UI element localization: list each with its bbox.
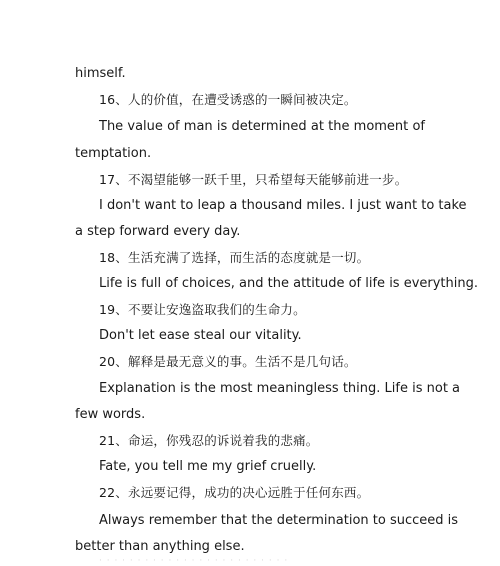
quote-heading-20: 20、解释是最无意义的事。生活不是几句话。 [99,354,357,369]
faint-watermark: · · · · · · · · · · · · · · · · · · · · · · · · · [99,556,289,566]
text-line: Fate, you tell me my grief cruelly. [99,459,317,474]
text-line: better than anything else. [75,539,245,554]
text-line: a step forward every day. [75,224,241,239]
quote-heading-17: 17、不渴望能够一跃千里，只希望每天能够前进一步。 [99,172,408,187]
text-line: few words. [75,407,146,422]
text-line: Always remember that the determination to succeed is [99,513,459,528]
text-line: himself. [75,66,126,81]
quote-heading-18: 18、生活充满了选择，而生活的态度就是一切。 [99,250,370,265]
quote-heading-22: 22、永远要记得，成功的决心远胜于任何东西。 [99,485,370,500]
text-line: temptation. [75,146,152,161]
quote-heading-19: 19、不要让安逸盗取我们的生命力。 [99,302,306,317]
text-line: Explanation is the most meaningless thing. Life is not a [99,381,461,396]
text-line: The value of man is determined at the moment of [99,119,425,134]
text-line: Life is full of choices, and the attitude of life is everything. [99,276,479,291]
quote-heading-21: 21、命运，你残忍的诉说着我的悲痛。 [99,433,319,448]
text-line: Don't let ease steal our vitality. [99,328,302,343]
quote-heading-16: 16、人的价值，在遭受诱惑的一瞬间被决定。 [99,92,357,107]
text-line: I don't want to leap a thousand miles. I just want to take [99,198,467,213]
